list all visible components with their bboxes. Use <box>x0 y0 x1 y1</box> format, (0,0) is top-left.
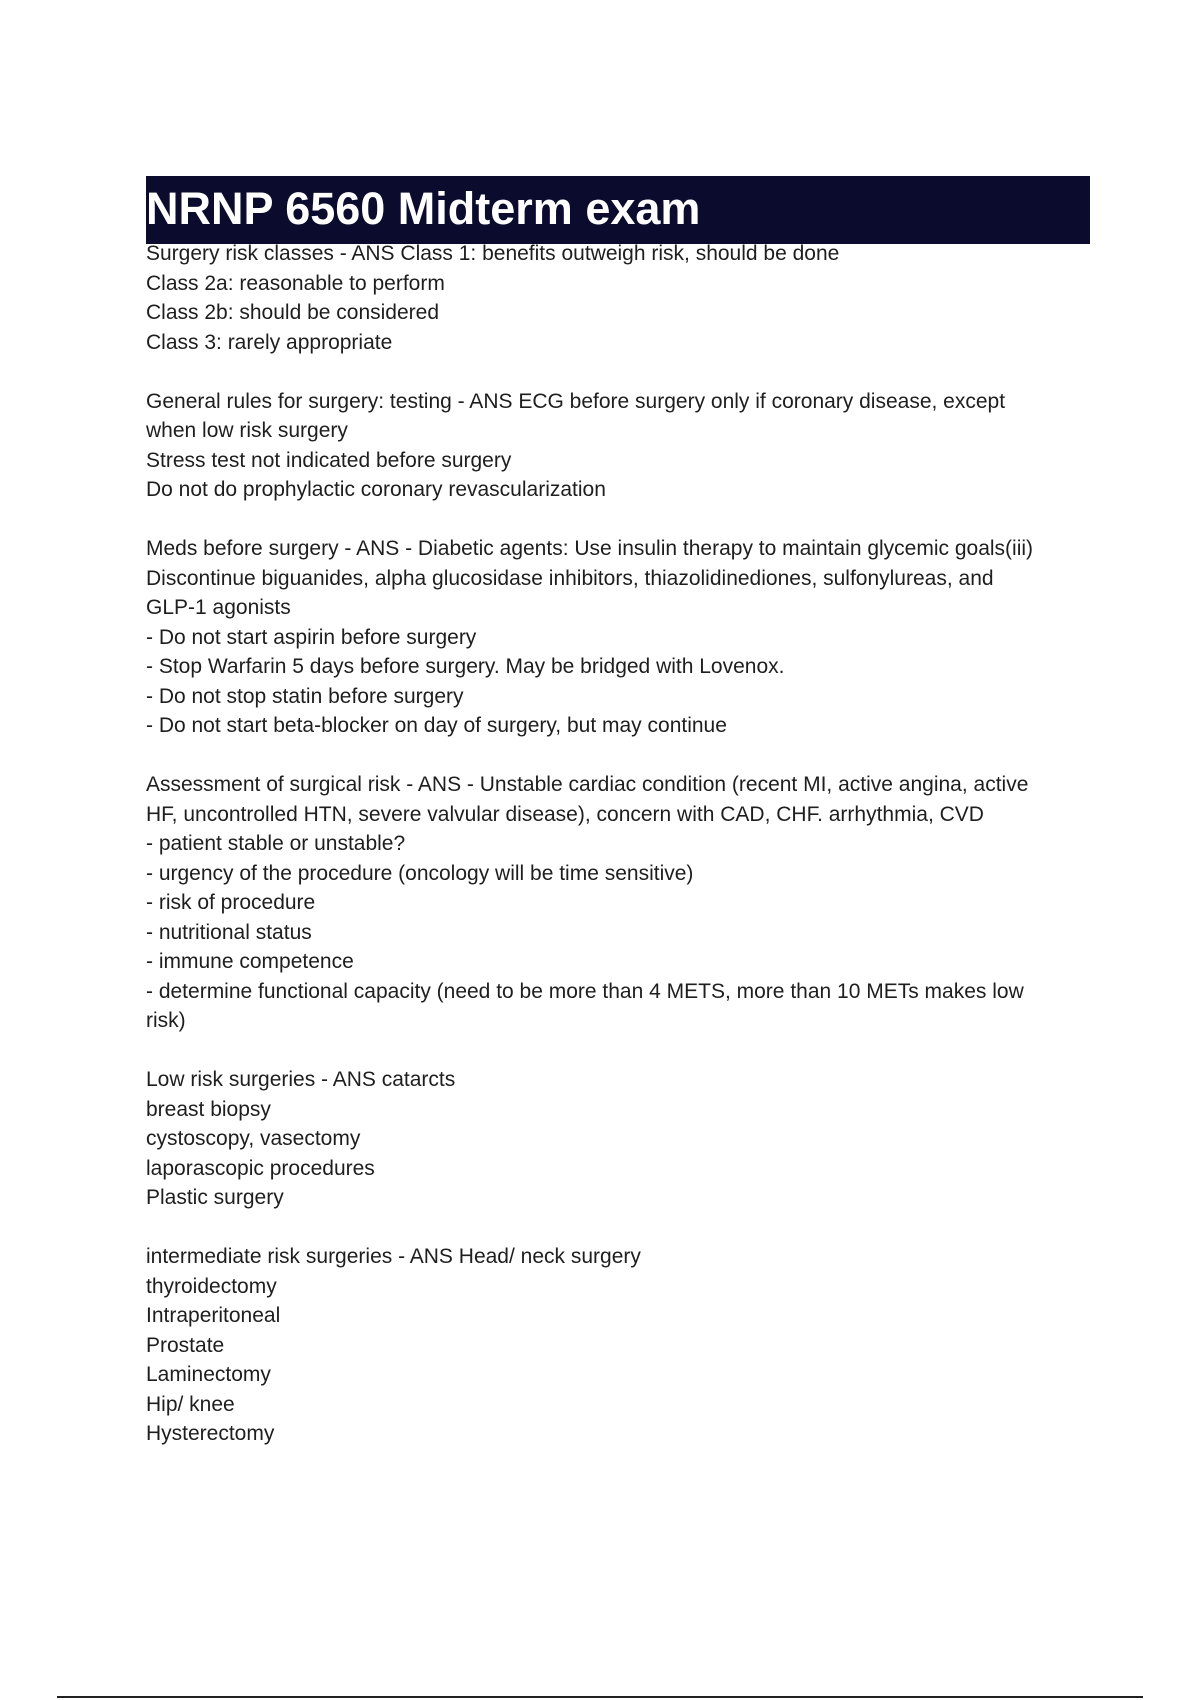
document-title: NRNP 6560 Midterm exam <box>146 182 701 234</box>
text-line: Discontinue biguanides, alpha glucosidase inhibitors, thiazolidinediones, sulfonylureas, and <box>146 566 994 590</box>
text-line: breast biopsy <box>146 1097 271 1121</box>
qa-section <box>146 387 1090 505</box>
text-line: - urgency of the procedure (oncology will be time sensitive) <box>146 861 694 885</box>
text-line: - determine functional capacity (need to be more than 4 METS, more than 10 METs makes low <box>146 979 1024 1003</box>
title-banner <box>146 176 1090 244</box>
text-line: Stress test not indicated before surgery <box>146 448 512 472</box>
text-line: Do not do prophylactic coronary revascularization <box>146 478 606 501</box>
text-line: Prostate <box>146 1333 225 1357</box>
text-line: - immune competence <box>146 950 354 973</box>
text-line: GLP-1 agonists <box>146 596 291 619</box>
text-line: - risk of procedure <box>146 891 316 914</box>
qa-section <box>146 534 1090 741</box>
text-line: - Stop Warfarin 5 days before surgery. May be bridged with Lovenox. <box>146 655 785 678</box>
footer-divider <box>57 1696 1143 1698</box>
qa-section <box>146 1065 1090 1213</box>
text-line: Laminectomy <box>146 1363 271 1386</box>
text-line: HF, uncontrolled HTN, severe valvular disease), concern with CAD, CHF. arrhythmia, CVD <box>146 802 984 826</box>
text-line: General rules for surgery: testing - ANS ECG before surgery only if coronary disease, except <box>146 389 1006 413</box>
text-line: cystoscopy, vasectomy <box>146 1127 361 1150</box>
text-line: Class 3: rarely appropriate <box>146 330 393 354</box>
text-line: Meds before surgery - ANS - Diabetic agents: Use insulin therapy to maintain glycemic goals(iii) <box>146 537 1034 560</box>
text-line: Surgery risk classes - ANS Class 1: benefits outweigh risk, should be done <box>146 242 840 265</box>
text-line: - Do not start aspirin before surgery <box>146 625 477 649</box>
qa-section <box>146 239 1090 357</box>
text-line: laporascopic procedures <box>146 1156 375 1180</box>
qa-section <box>146 770 1090 1036</box>
text-line: Plastic surgery <box>146 1186 284 1209</box>
text-line: - nutritional status <box>146 920 312 944</box>
text-line: - patient stable or unstable? <box>146 832 406 855</box>
text-line: when low risk surgery <box>146 419 348 442</box>
text-line: Hip/ knee <box>146 1392 235 1416</box>
text-line: Hysterectomy <box>146 1422 275 1445</box>
text-line: - Do not start beta-blocker on day of surgery, but may continue <box>146 714 727 737</box>
document-body <box>146 239 1090 1478</box>
text-line: intermediate risk surgeries - ANS Head/ neck surgery <box>146 1245 641 1268</box>
text-line: - Do not stop statin before surgery <box>146 684 464 708</box>
text-line: risk) <box>146 1009 186 1032</box>
text-line: Class 2a: reasonable to perform <box>146 271 445 295</box>
text-line: Low risk surgeries - ANS catarcts <box>146 1068 456 1091</box>
text-line: Intraperitoneal <box>146 1304 281 1327</box>
text-line: Class 2b: should be considered <box>146 301 440 324</box>
text-line: Assessment of surgical risk - ANS - Unstable cardiac condition (recent MI, active angina, active <box>146 773 1029 796</box>
qa-section <box>146 1242 1090 1449</box>
text-line: thyroidectomy <box>146 1274 277 1298</box>
